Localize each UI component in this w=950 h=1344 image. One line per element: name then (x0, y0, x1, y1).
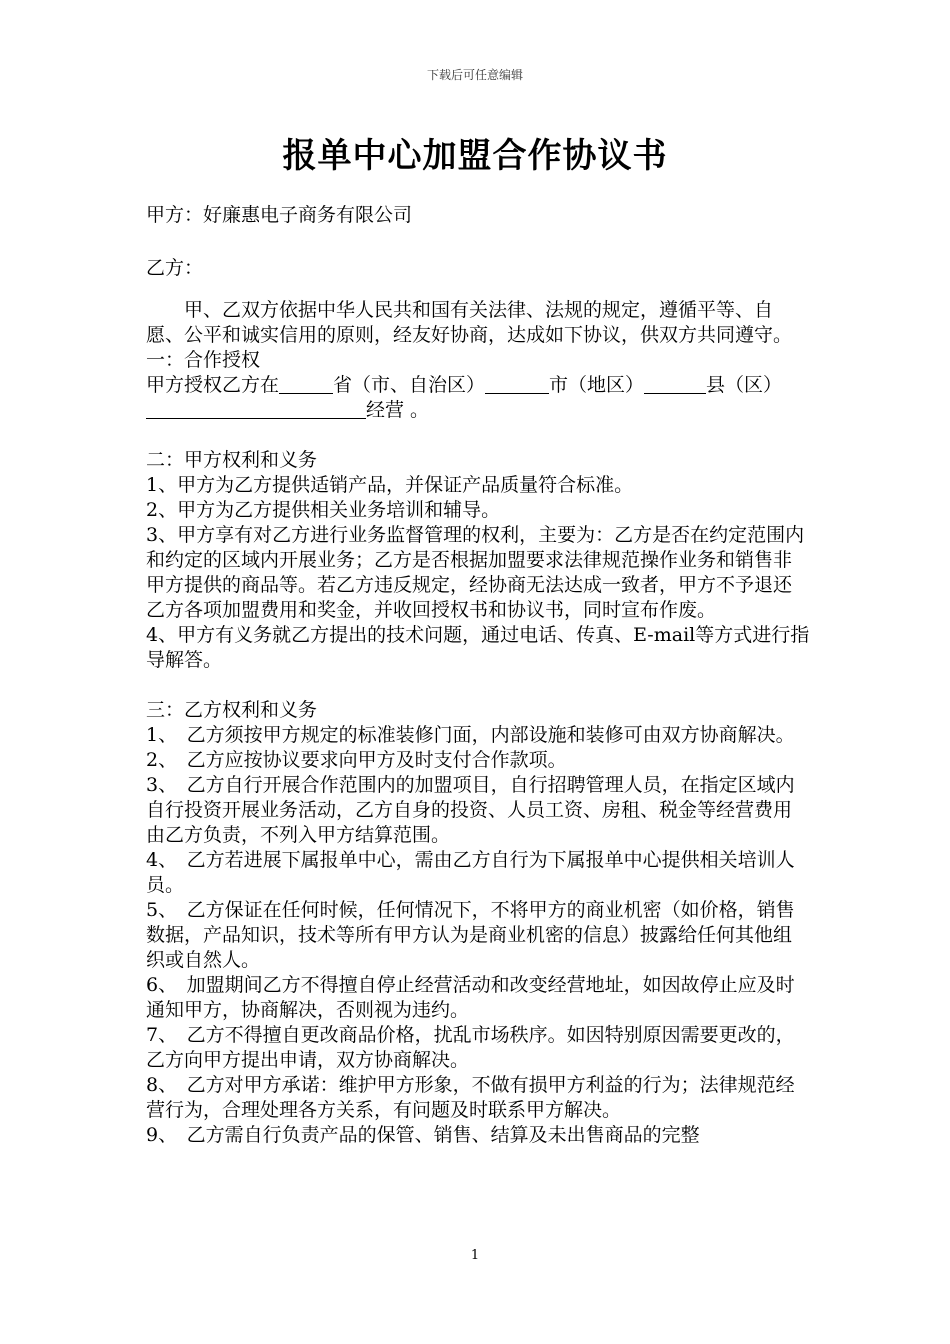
page-number: 1 (470, 1248, 480, 1263)
section-3-heading: 三：乙方权利和义务 (146, 699, 318, 721)
section-2-item: 4、甲方有义务就乙方提出的技术问题，通过电话、传真、E-mail等方式进行指导解答。 (146, 624, 810, 671)
section-2-item: 3、甲方享有对乙方进行业务监督管理的权利，主要为：乙方是否在约定范围内和约定的区域内开展业务；乙方是否根据加盟要求法律规范操作业务和销售非甲方提供的商品等。若乙方违反规定，经协商无法达成一致者，甲方不予退还乙方各项加盟费用和奖金，并收回授权书和协议书，同时宣布作废。 (146, 524, 805, 621)
section-3-item: 7、 乙方不得擅自更改商品价格，扰乱市场秩序。如因特别原因需要更改的，乙方向甲方提出申请，双方协商解决。 (146, 1024, 795, 1071)
auth-text-5: 经营 。 (366, 399, 430, 421)
county-blank (644, 374, 706, 394)
section-2-item: 2、甲方为乙方提供相关业务培训和辅导。 (146, 499, 501, 521)
auth-text-4: 县（区） (706, 374, 783, 396)
section-3-item: 2、 乙方应按协议要求向甲方及时支付合作款项。 (146, 749, 567, 771)
party-a-line: 甲方：好廉惠电子商务有限公司 (146, 204, 413, 226)
section-3-item: 6、 加盟期间乙方不得擅自停止经营活动和改变经营地址，如因故停止应及时通知甲方，协商解决，否则视为违约。 (146, 974, 795, 1021)
section-3-item: 9、 乙方需自行负责产品的保管、销售、结算及未出售商品的完整 (146, 1124, 700, 1146)
spacer (146, 673, 810, 698)
auth-text-2: 省（市、自治区） (333, 374, 486, 396)
party-b-line: 乙方： (146, 257, 204, 279)
province-blank (279, 374, 333, 394)
section-3-item: 4、 乙方若进展下属报单中心，需由乙方自行为下属报单中心提供相关培训人员。 (146, 849, 795, 896)
section-3-item: 8、 乙方对甲方承诺：维护甲方形象，不做有损甲方利益的行为；法律规范经营行为，合理处理各方关系，有问题及时联系甲方解决。 (146, 1074, 795, 1121)
header-note: 下载后可任意编辑 (426, 68, 523, 82)
preamble-paragraph: 甲、乙双方依据中华人民共和国有关法律、法规的规定，遵循平等、自愿、公平和诚实信用的原则，经友好协商，达成如下协议，供双方共同遵守。 (146, 299, 793, 346)
document-body (146, 298, 810, 1148)
section-3-item: 3、 乙方自行开展合作范围内的加盟项目，自行招聘管理人员，在指定区域内自行投资开展业务活动，乙方自身的投资、人员工资、房租、税金等经营费用由乙方负责，不列入甲方结算范围。 (146, 774, 795, 846)
spacer (146, 423, 810, 448)
authorization-clause (146, 373, 810, 423)
city-blank (485, 374, 549, 394)
area-blank (146, 399, 366, 419)
section-2-heading: 二：甲方权利和义务 (146, 449, 318, 471)
section-1-heading: 一：合作授权 (146, 349, 261, 371)
document-title: 报单中心加盟合作协议书 (282, 136, 668, 176)
section-3-item: 1、 乙方须按甲方规定的标准装修门面，内部设施和装修可由双方协商解决。 (146, 724, 795, 746)
auth-text-3: 市（地区） (549, 374, 645, 396)
section-3-item: 5、 乙方保证在任何时候，任何情况下，不将甲方的商业机密（如价格，销售数据，产品知识，技术等所有甲方认为是商业机密的信息）披露给任何其他组织或自然人。 (146, 899, 795, 971)
section-2-item: 1、甲方为乙方提供适销产品，并保证产品质量符合标准。 (146, 474, 634, 496)
auth-text-1: 甲方授权乙方在 (146, 374, 280, 396)
